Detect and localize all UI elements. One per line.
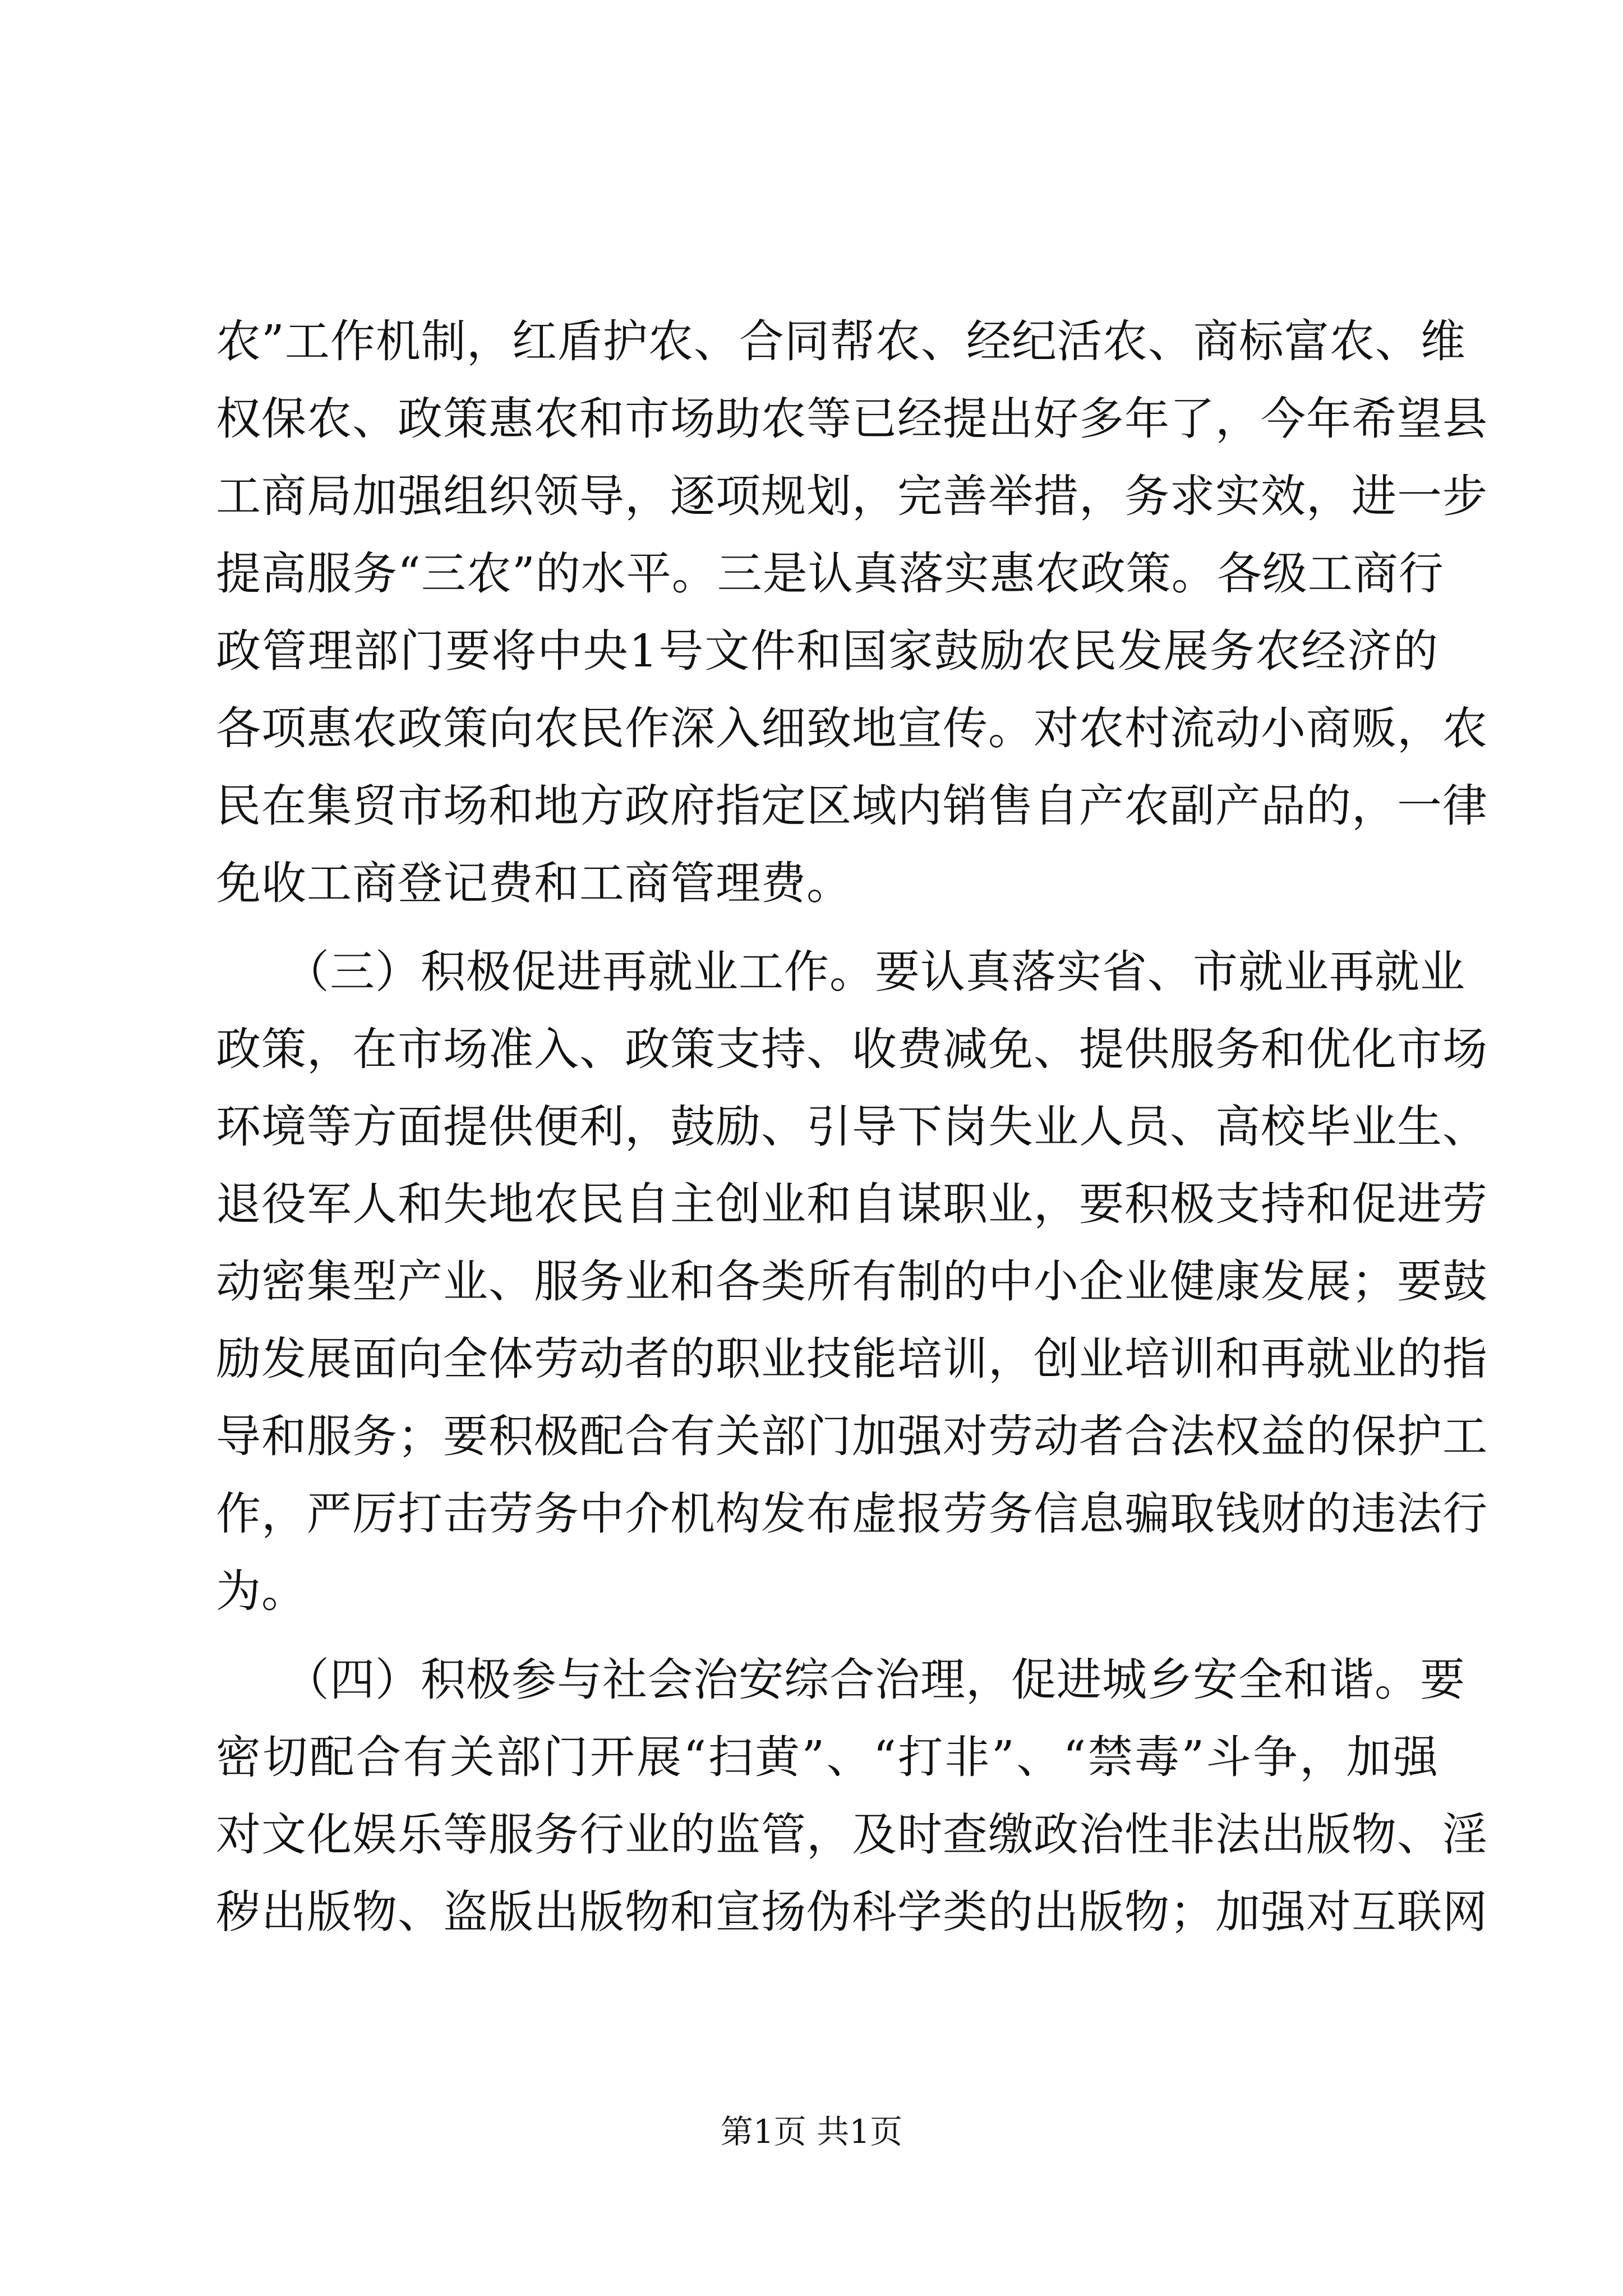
text-line: 励发展面向全体劳动者的职业技能培训，创业培训和再就业的指 bbox=[216, 1333, 1488, 1385]
page-footer bbox=[0, 2109, 1623, 2154]
text-line: 环境等方面提供便利，鼓励、引导下岗失业人员、高校毕业生、 bbox=[216, 1101, 1488, 1153]
text-line: （三）积极促进再就业工作。要认真落实省、市就业再就业 bbox=[216, 946, 1465, 998]
text-line: 民在集贸市场和地方政府指定区域内销售自产农副产品的，一律 bbox=[216, 780, 1488, 832]
text-line: 密切配合有关部门开展“扫黄”、“打非”、“禁毒”斗争，加强 bbox=[216, 1731, 1438, 1783]
paragraph-gap bbox=[216, 922, 1438, 933]
text-line: 动密集型产业、服务业和各类所有制的中小企业健康发展；要鼓 bbox=[216, 1255, 1488, 1308]
text-line: 政策，在市场准入、政策支持、收费减免、提供服务和优化市场 bbox=[216, 1023, 1488, 1075]
text-line: 秽出版物、盗版出版物和宣扬伪科学类的出版物；加强对互联网 bbox=[216, 1886, 1488, 1938]
text-line: 权保农、政策惠农和市场助农等已经提出好多年了，今年希望县 bbox=[216, 393, 1488, 445]
page-number-label: 第1页 共1页 bbox=[720, 2113, 903, 2151]
text-line: 各项惠农政策向农民作深入细致地宣传。对农村流动小商贩，农 bbox=[216, 702, 1488, 754]
text-line: 农”工作机制，红盾护农、合同帮农、经纪活农、商标富农、维 bbox=[216, 315, 1466, 367]
text-line: 对文化娱乐等服务行业的监管，及时查缴政治性非法出版物、淫 bbox=[216, 1809, 1488, 1861]
paragraph-2 bbox=[216, 933, 1488, 1630]
text-line: 退役军人和失地农民自主创业和自谋职业，要积极支持和促进劳 bbox=[216, 1178, 1488, 1230]
document-body bbox=[216, 303, 1488, 1951]
text-line: 导和服务；要积极配合有关部门加强对劳动者合法权益的保护工 bbox=[216, 1410, 1488, 1462]
text-line: 工商局加强组织领导，逐项规划，完善举措，务求实效，进一步 bbox=[216, 470, 1488, 522]
paragraph-1 bbox=[216, 303, 1488, 922]
text-line: 政管理部门要将中央1号文件和国家鼓励农民发展务农经济的 bbox=[216, 625, 1438, 677]
text-line: 提高服务“三农”的水平。三是认真落实惠农政策。各级工商行 bbox=[216, 547, 1444, 600]
text-line: 免收工商登记费和工商管理费。 bbox=[216, 857, 852, 909]
paragraph-gap bbox=[216, 1630, 1438, 1641]
text-line: 作，严厉打击劳务中介机构发布虚报劳务信息骗取钱财的违法行 bbox=[216, 1488, 1488, 1540]
paragraph-3 bbox=[216, 1641, 1488, 1951]
text-line: （四）积极参与社会治安综合治理，促进城乡安全和谐。要 bbox=[216, 1654, 1465, 1706]
text-line: 为。 bbox=[216, 1565, 307, 1617]
